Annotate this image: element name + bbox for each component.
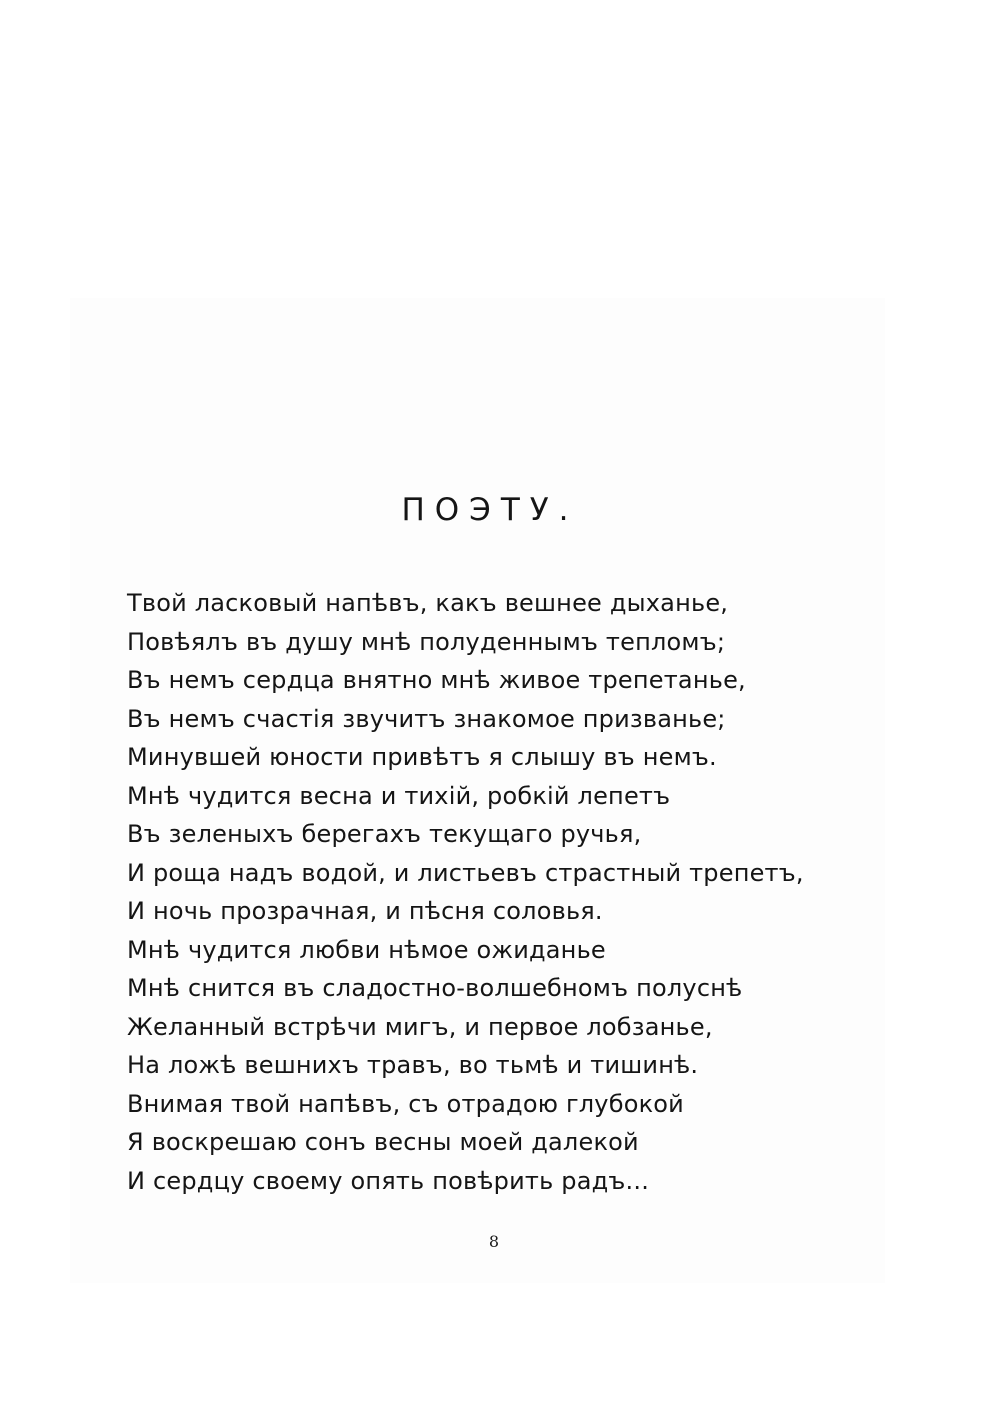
poem-line: И сердцу своему опять повѣрить радъ... (127, 1166, 650, 1195)
page-number: 8 (488, 1232, 500, 1251)
poem-line: Въ немъ сердца внятно мнѣ живое трепетанье, (127, 666, 746, 694)
poem-line: Желанный встрѣчи мигъ, и первое лобзанье, (127, 1012, 713, 1041)
poem-line: Мнѣ снится въ сладостно-волшебномъ полуснѣ (127, 974, 743, 1002)
poem-line: Мнѣ чудится любви нѣмое ожиданье (127, 935, 606, 964)
poem-line: На ложѣ вешнихъ травъ, во тьмѣ и тишинѣ. (127, 1051, 699, 1079)
poem-line: Въ зеленыхъ берегахъ текущаго ручья, (127, 820, 642, 848)
poem-line: Твой ласковый напѣвъ, какъ вешнее дыханье, (127, 589, 729, 617)
poem-line: Повѣялъ въ душу мнѣ полуденнымъ тепломъ; (127, 627, 726, 656)
poem-title: ПОЭТУ. (401, 492, 579, 528)
poem-line: И роща надъ водой, и листьевъ страстный трепетъ, (127, 858, 804, 887)
poem-line: Въ немъ счастія звучитъ знакомое призванье; (127, 704, 726, 733)
poem-line: Я воскрешаю сонъ весны моей далекой (127, 1128, 639, 1156)
poem-line: И ночь прозрачная, и пѣсня соловья. (127, 897, 603, 925)
poem-text (127, 584, 867, 1200)
poem-line: Минувшей юности привѣтъ я слышу въ немъ. (127, 743, 717, 771)
poem-line: Мнѣ чудится весна и тихій, робкій лепетъ (127, 781, 671, 810)
poem-line: Внимая твой напѣвъ, съ отрадою глубокой (127, 1089, 684, 1118)
